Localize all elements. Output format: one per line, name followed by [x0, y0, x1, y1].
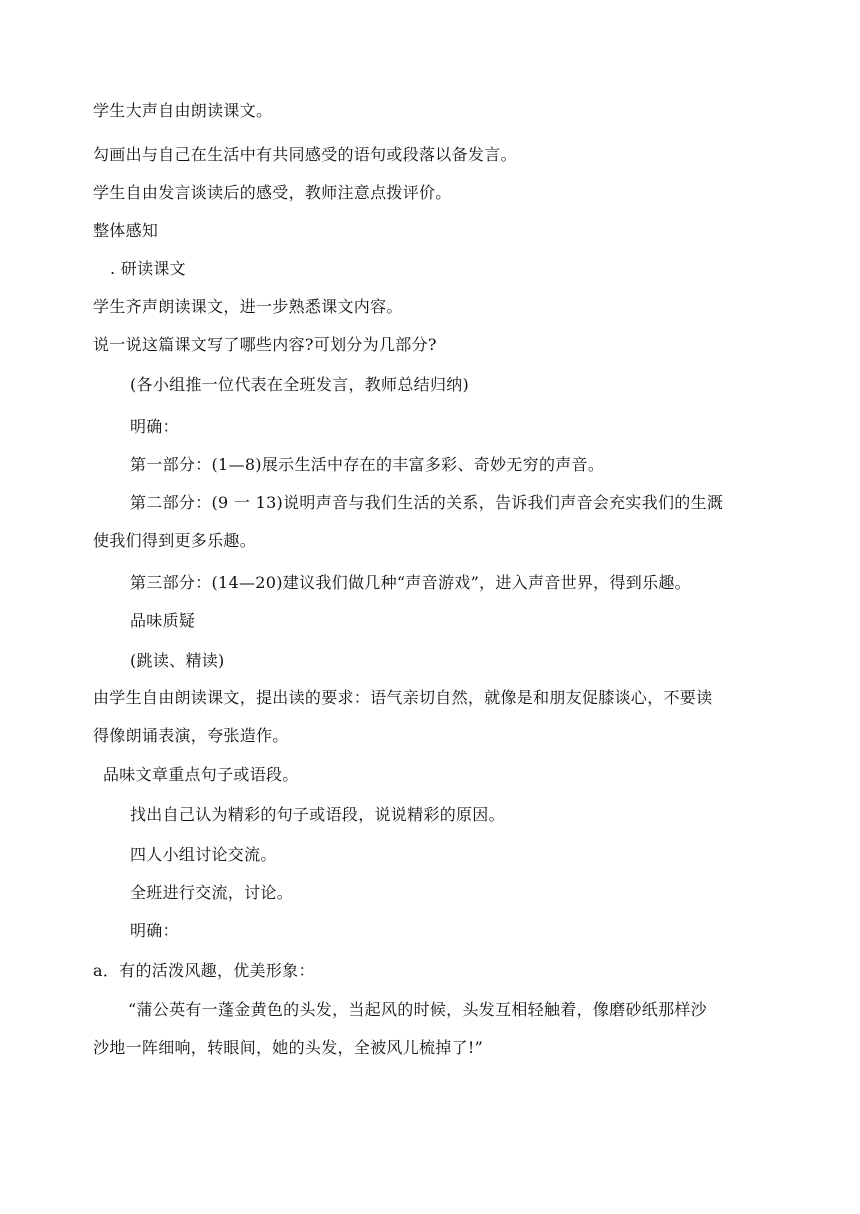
text-line: 勾画出与自己在生活中有共同感受的语句或段落以备发言。	[93, 145, 517, 164]
text-line: 第二部分：(9 一 13)说明声音与我们生活的关系，告诉我们声音会充实我们的生溉	[130, 493, 724, 512]
text-line: 明确：	[130, 417, 179, 436]
text-line: 四人小组讨论交流。	[130, 845, 277, 864]
text-line: 由学生自由朗读课文，提出读的要求：语气亲切自然，就像是和朋友促膝谈心，不要读	[93, 688, 713, 707]
text-line: (跳读、精读)	[130, 651, 225, 670]
text-line: 全班进行交流，讨论。	[130, 883, 294, 902]
text-line: 学生自由发言谈读后的感受，教师注意点拨评价。	[93, 183, 452, 202]
section-heading: . 研读课文	[110, 259, 186, 278]
text-line: 品味文章重点句子或语段。	[103, 765, 299, 784]
text-line: 学生齐声朗读课文，进一步熟悉课文内容。	[93, 297, 403, 316]
section-heading: 品味质疑	[130, 611, 196, 630]
section-heading: 整体感知	[93, 221, 159, 240]
text-line: 明确：	[130, 921, 179, 940]
text-line: 第三部分：(14—20)建议我们做几种“声音游戏”，进入声音世界，得到乐趣。	[130, 573, 691, 592]
text-line: 第一部分：(1—8)展示生活中存在的丰富多彩、奇妙无穷的声音。	[130, 455, 605, 474]
text-line: 沙地一阵细响，转眼间，她的头发，全被风儿梳掉了!”	[93, 1038, 484, 1057]
text-line: 找出自己认为精彩的句子或语段，说说精彩的原因。	[130, 805, 505, 824]
text-line: 使我们得到更多乐趣。	[93, 531, 257, 550]
text-line: “蒲公英有一蓬金黄色的头发，当起风的时候，头发互相轻触着，像磨砂纸那样沙	[128, 1000, 707, 1019]
text-line: 得像朗诵表演，夸张造作。	[93, 726, 289, 745]
text-line: a．有的活泼风趣，优美形象：	[93, 961, 315, 980]
text-line: 说一说这篇课文写了哪些内容?可划分为几部分?	[93, 335, 437, 354]
text-line: (各小组推一位代表在全班发言，教师总结归纳)	[130, 375, 470, 394]
text-line: 学生大声自由朗读课文。	[93, 101, 273, 120]
